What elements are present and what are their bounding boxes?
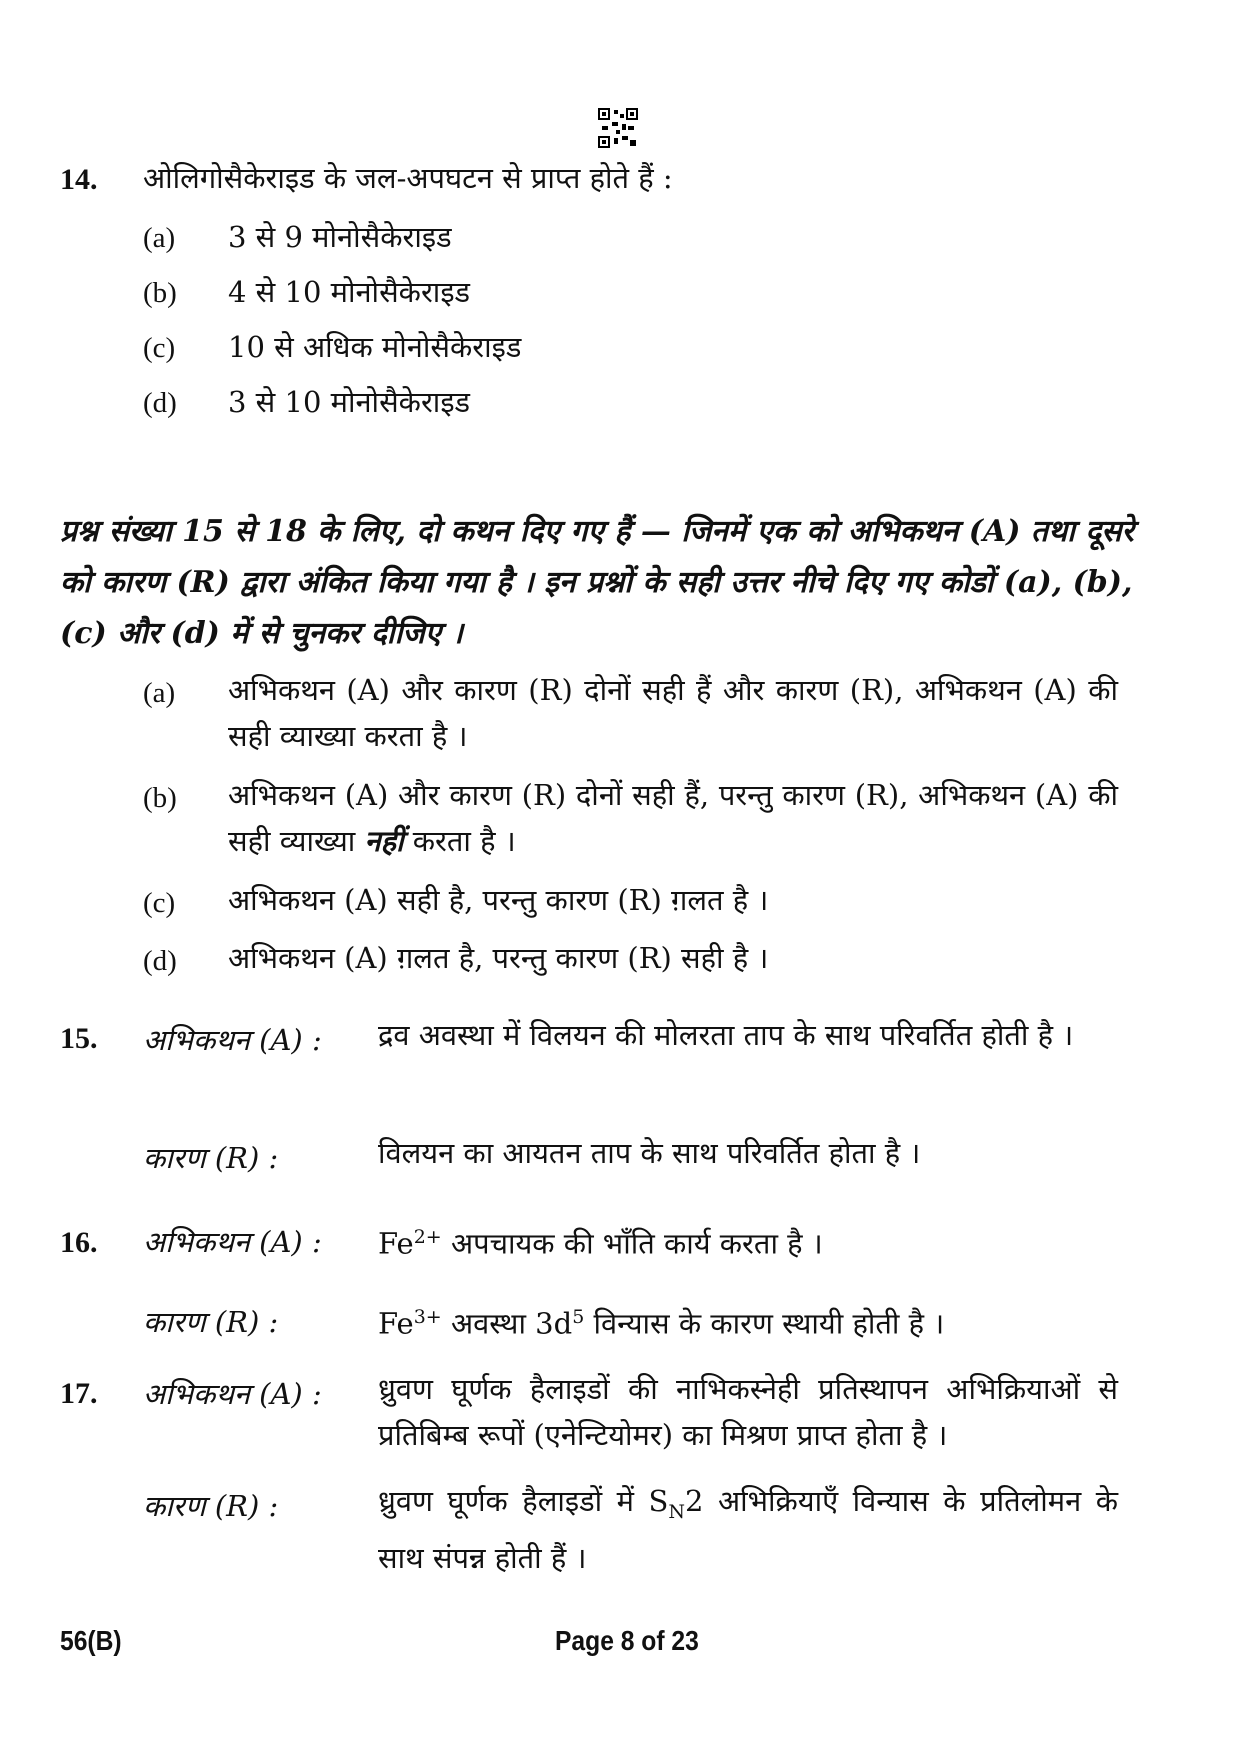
instructions-text: प्रश्न संख्या 15 से 18 के लिए, दो कथन दिए गए हैं — जिनमें एक को अभिकथन (A) तथा दूसरे को कारण (R) द्वारा अंकित किया गया है । इन प्रश्नों के सही उत्तर नीचे दिए गए कोडों (a), (b), (c) और (d) में से चुनकर दीजिए । [60,514,1134,651]
qr-code-icon [598,108,638,148]
emphasis-text: नहीं [364,824,404,858]
reason-pre: ध्रुवण घूर्णक हैलाइडों में S [378,1484,669,1518]
question-number: 15. [60,1022,98,1055]
code-text-part: करता है । [412,824,516,858]
formula-fe: Fe [378,1306,414,1341]
option-text: 10 से अधिक मोनोसैकेराइड [228,330,522,364]
question-number: 17. [60,1377,98,1410]
formula-fe: Fe [378,1226,414,1261]
option-letter: (b) [143,277,177,309]
option-letter: (c) [143,332,176,364]
charge-superscript: 2+ [413,1226,442,1248]
code-text: अभिकथन (A) सही है, परन्तु कारण (R) ग़लत है । [228,883,769,917]
page-number: Page 8 of 23 [555,1625,699,1656]
code-text: अभिकथन (A) और कारण (R) दोनों सही हैं और कारण (R), अभिकथन (A) की सही व्याख्या करता है । [228,673,1118,753]
question-number: 16. [60,1226,98,1259]
option-text: 3 से 9 मोनोसैकेराइड [228,220,452,254]
option-letter: (a) [143,222,176,254]
reason-label: कारण (R) : [143,1489,279,1523]
orbital-superscript: 5 [572,1306,585,1328]
reason-mid: अवस्था 3d [450,1306,573,1341]
option-text: 3 से 10 मोनोसैकेराइड [228,385,471,419]
reason-text [378,1294,944,1347]
reason-text [378,1478,1118,1581]
subscript-n: N [668,1500,685,1523]
reason-post: 2 अभिक्रियाएँ विन्यास के प्रतिलोमन के साथ संपन्न होती हैं । [378,1484,1118,1575]
assertion-rest: अपचायक की भाँति कार्य करता है । [450,1226,823,1261]
reason-label: कारण (R) : [143,1305,279,1339]
code-letter: (c) [143,887,176,919]
assertion-label: अभिकथन (A) : [143,1377,322,1411]
assertion-label: अभिकथन (A) : [143,1225,322,1259]
charge-superscript: 3+ [413,1306,442,1328]
option-letter: (d) [143,387,177,419]
assertion-text: द्रव अवस्था में विलयन की मोलरता ताप के साथ परिवर्तित होती है । [378,1018,1074,1052]
code-letter: (d) [143,945,177,977]
paper-code: 56(B) [60,1625,122,1656]
code-text-part: अभिकथन (A) और कारण (R) दोनों सही हैं, परन्तु कारण (R), अभिकथन (A) की सही व्याख्या [228,778,1118,858]
assertion-label: अभिकथन (A) : [143,1023,322,1057]
assertion-text [378,1214,823,1267]
reason-rest: विन्यास के कारण स्थायी होती है । [593,1306,945,1341]
assertion-text: ध्रुवण घूर्णक हैलाइडों की नाभिकस्नेही प्रतिस्थापन अभिक्रियाओं से प्रतिबिम्ब रूपों (एनेन्टियोमर) का मिश्रण प्राप्त होता है । [378,1372,1118,1452]
code-letter: (a) [143,677,176,709]
question-number: 14. [60,163,98,196]
code-letter: (b) [143,782,177,814]
option-text: 4 से 10 मोनोसैकेराइड [228,275,471,309]
reason-text: विलयन का आयतन ताप के साथ परिवर्तित होता है । [378,1136,921,1170]
reason-label: कारण (R) : [143,1141,279,1175]
code-text [228,772,1118,864]
code-text: अभिकथन (A) ग़लत है, परन्तु कारण (R) सही है । [228,941,769,975]
question-text: ओलिगोसैकेराइड के जल-अपघटन से प्राप्त होते हैं : [143,161,673,195]
